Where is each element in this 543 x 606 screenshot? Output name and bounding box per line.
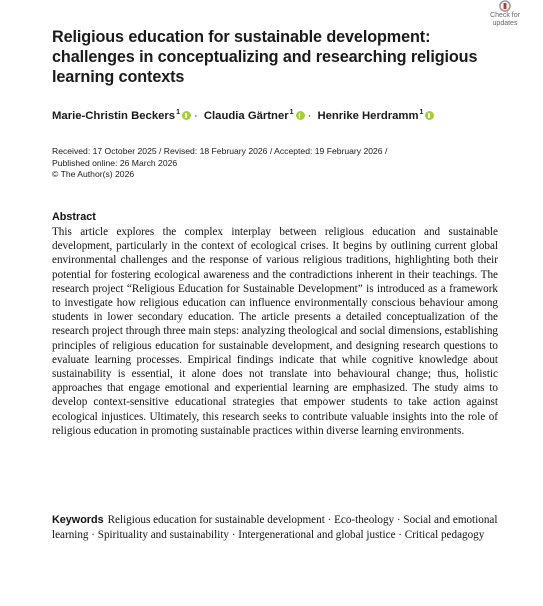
author-separator: · [193,110,198,122]
update-check-icon [496,0,514,12]
publication-history [52,146,482,181]
keywords-section [52,513,498,544]
author-list [52,109,492,122]
author-separator: · [307,110,312,122]
article-title: Religious education for sustainable development: challenges in conceptualizing and researching religious learning contexts [52,28,478,86]
badge-line-1: Check for [490,12,520,19]
affiliation-marker: 1 [419,109,424,116]
dates-line: Published online: 26 March 2026 [52,157,178,168]
abstract-heading: Abstract [52,211,96,223]
copyright-line: © The Author(s) 2026 [52,169,135,180]
check-for-updates-badge[interactable] [483,0,527,30]
affiliation-marker: 1 [289,109,294,116]
dates-line: Received: 17 October 2025 / Revised: 18 February 2026 / Accepted: 19 February 2026 / [52,146,388,156]
abstract-text: This article explores the complex interplay between religious education and sustainable development, particularly in the context of ecological crises. It begins by outlining current global environmental challenges and the response of various religious traditions, highlighting both their potential for fostering ecological awareness and the contradictions inherent in their teachings. The research project “Religious Education for Sustainable Development” is introduced as a framework to investigate how religious education can influence environmentally conscious behaviour among students in lower secondary education. The article presents a detailed conceptualization of the research project through three main steps: analyzing theological and social dimensions, establishing principles of religious education for sustainable development, and designing research questions to evaluate learning processes. Empirical findings indicate that while cognitive knowledge about sustainability is essential, it alone does not translate into behavioural change; thus, holistic approaches that engage emotional and experiential learning are emphasized. The study aims to develop context-sensitive educational strategies that empower students to take action against ecological injustices. Ultimately, this research seeks to contribute valuable insights into the role of religious education in promoting sustainable practices within diverse learning environments. [52,226,498,437]
author-name: Henrike Herdramm [317,110,419,122]
keywords-label: Keywords [52,514,104,526]
orcid-icon[interactable] [425,111,434,120]
badge-line-2: updates [492,19,518,27]
orcid-icon[interactable] [182,111,191,120]
keywords-text: Religious education for sustainable development · Eco-theology · Social and emotional learning · Spirituality and sustainability · Intergenerational and global justice · Critical pedagogy [52,514,498,542]
orcid-icon[interactable] [296,111,305,120]
affiliation-marker: 1 [176,109,180,116]
author-name: Marie-Christin Beckers [52,110,176,122]
author-name: Claudia Gärtner [203,110,289,122]
